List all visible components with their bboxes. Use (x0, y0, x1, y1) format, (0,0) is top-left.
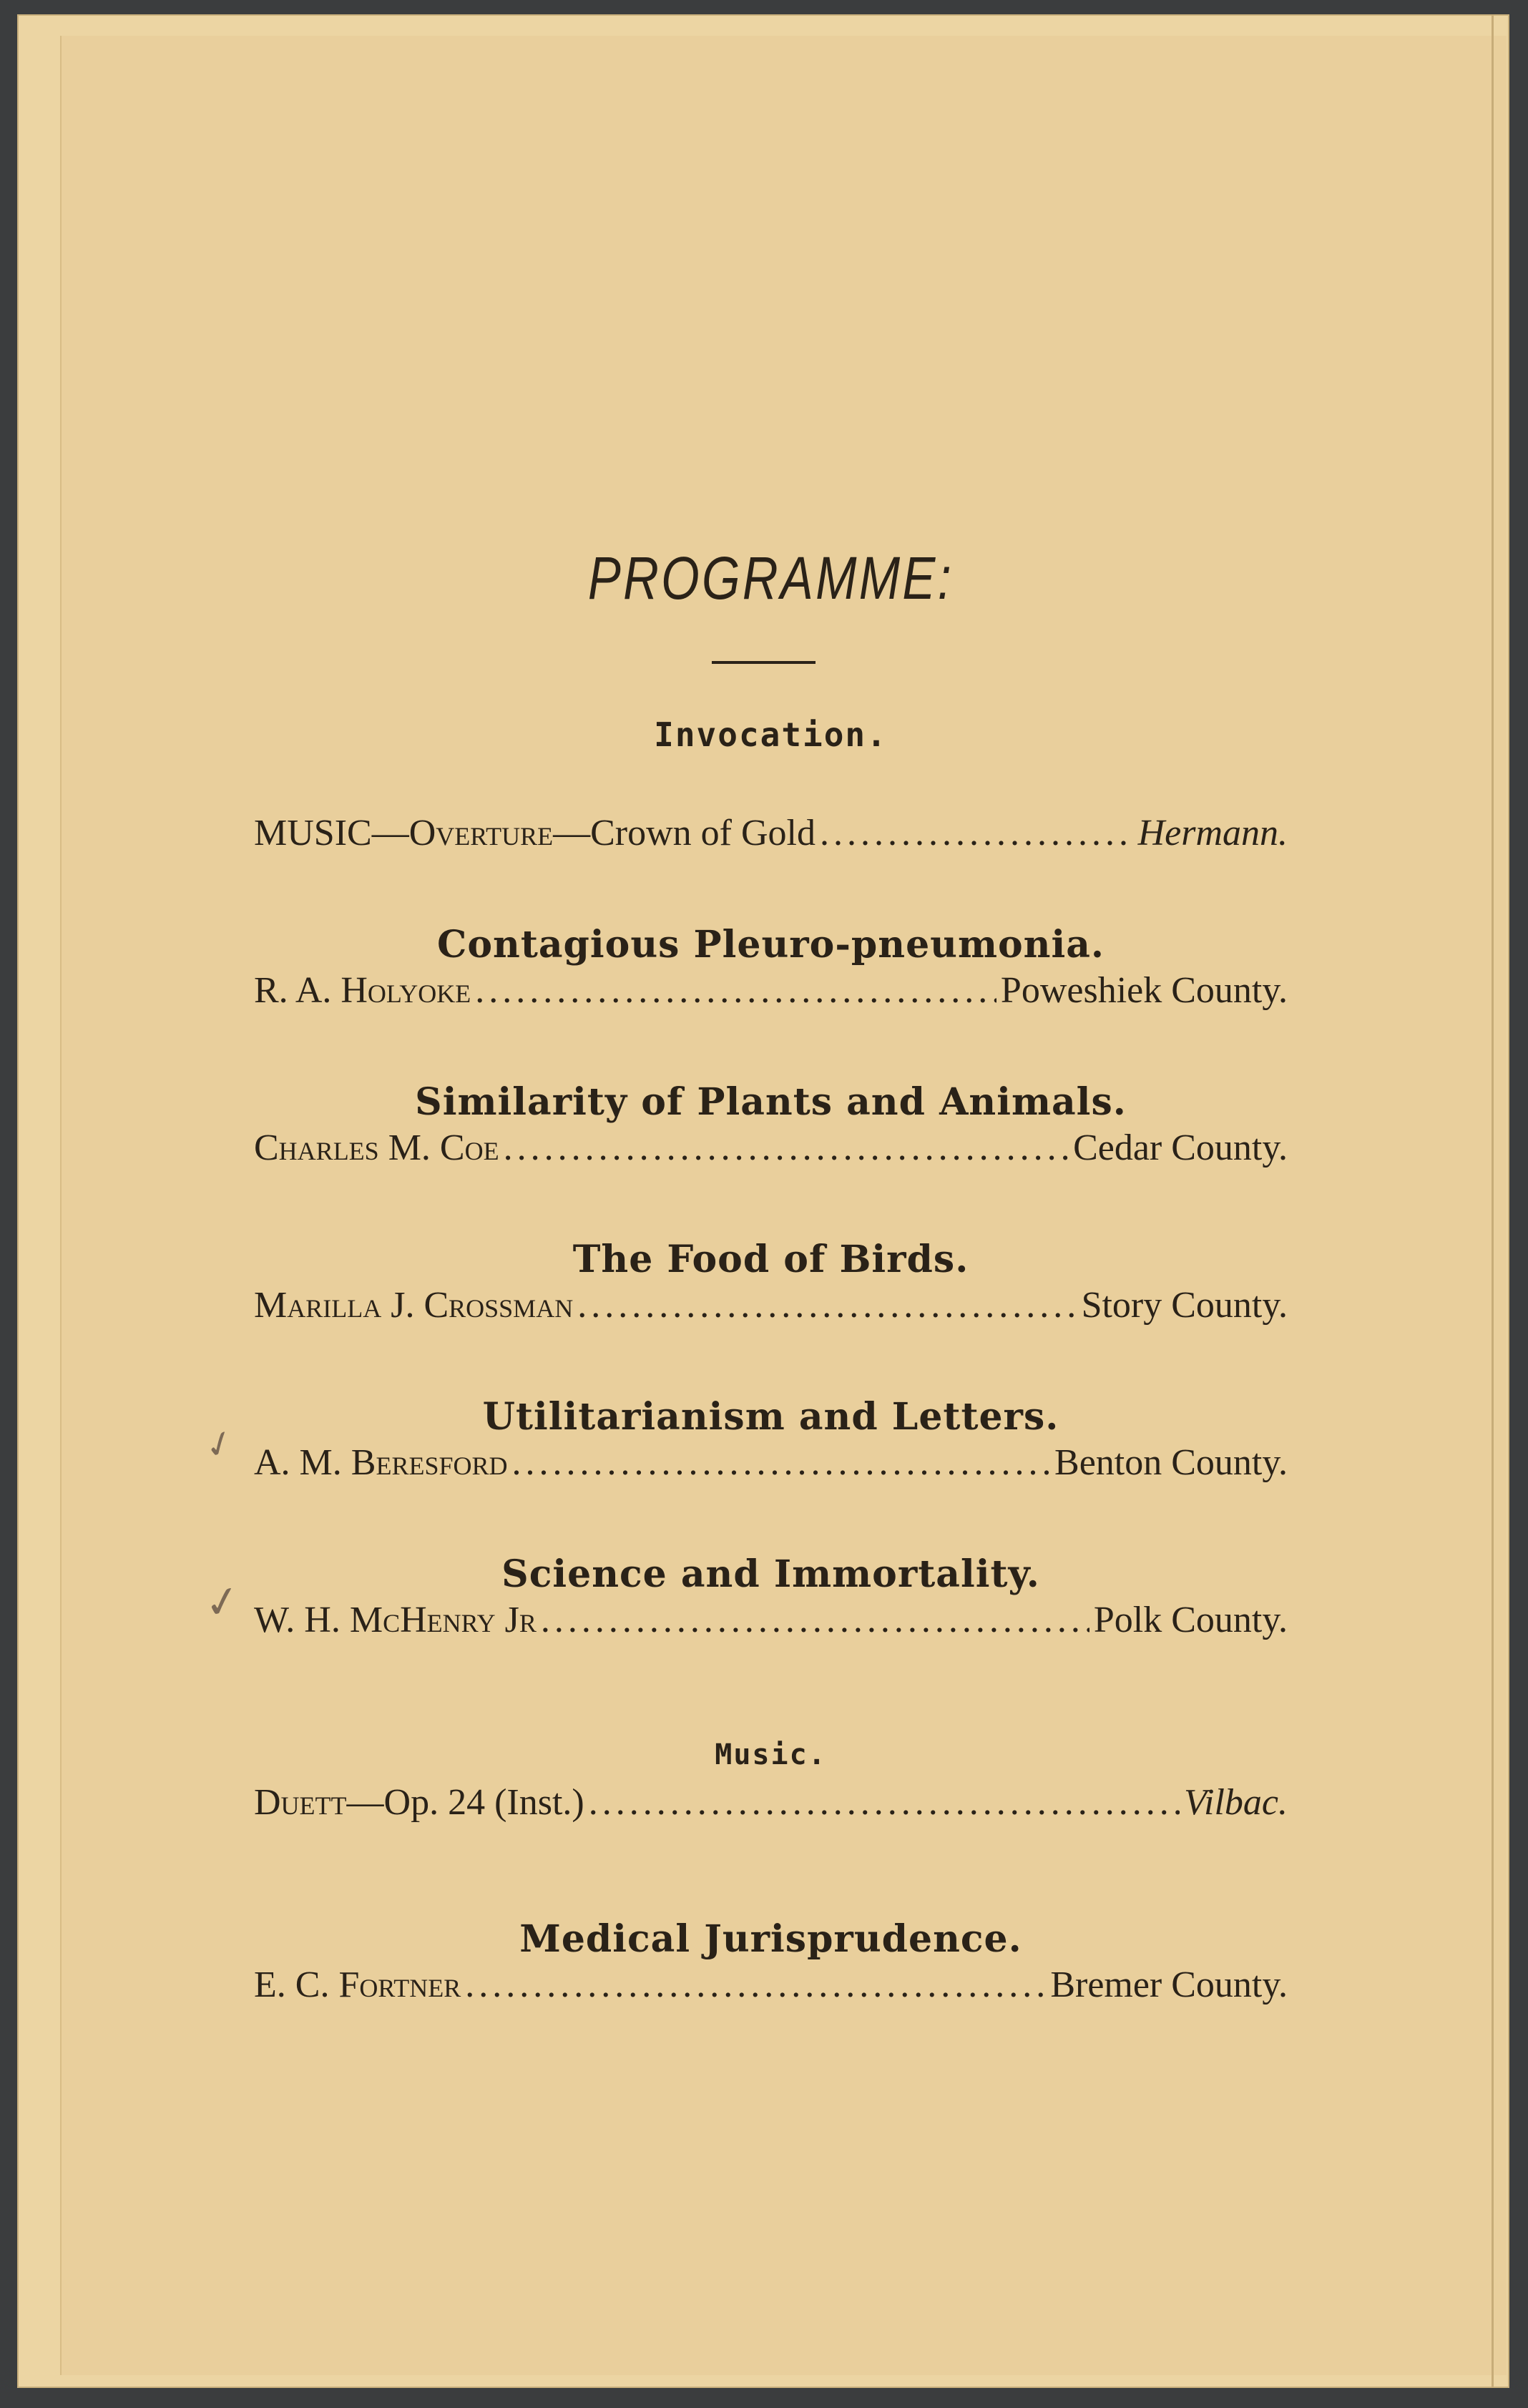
music-heading: Music. (715, 1738, 827, 1771)
paper-county: Poweshiek County. (1000, 970, 1288, 1011)
overture-piece: Crown of Gold (590, 813, 816, 853)
programme-page (17, 14, 1509, 2388)
invocation-heading: Invocation. (654, 715, 888, 754)
paper-author: Charles M. Coe (254, 1127, 499, 1168)
paper-author: R. A. Holyoke (254, 970, 471, 1011)
duett-line (254, 1781, 1288, 1824)
leader-dots (475, 969, 996, 1012)
paper-topic: Science and Immortality. (501, 1552, 1040, 1596)
paper-author: E. C. Fortner (254, 1964, 461, 2005)
paper-line (254, 1442, 1288, 1484)
duett-entry (254, 1781, 584, 1824)
overture-entry (254, 812, 816, 854)
leader-dots (820, 812, 1134, 854)
paper-topic: The Food of Birds. (572, 1238, 969, 1281)
paper-line (254, 1127, 1288, 1169)
duett-detail: —Op. 24 (Inst.) (346, 1782, 584, 1823)
paper-topic: Similarity of Plants and Animals. (415, 1080, 1127, 1124)
leader-dots (512, 1442, 1051, 1484)
paper-line (254, 1599, 1288, 1641)
paper-author: W. H. McHenry Jr (254, 1600, 537, 1640)
paper-line (254, 969, 1288, 1012)
paper-line (254, 1964, 1288, 2006)
paper-line (254, 1284, 1288, 1326)
music-label: MUSIC— (254, 813, 409, 853)
paper-topic: Contagious Pleuro-pneumonia. (436, 923, 1105, 966)
paper-topic: Utilitarianism and Letters. (482, 1395, 1059, 1439)
paper-topic: Medical Jurisprudence. (519, 1917, 1022, 1961)
leader-dots (465, 1964, 1046, 2006)
duett-label: Duett (254, 1782, 347, 1823)
pencil-check-mark: ✓ (200, 1576, 245, 1629)
leader-dots (577, 1284, 1077, 1326)
paper-county: Bremer County. (1050, 1964, 1288, 2005)
paper-county: Polk County. (1093, 1600, 1288, 1640)
page-fold (1492, 14, 1494, 2388)
duett-composer: Vilbac. (1184, 1782, 1288, 1823)
overture-line (254, 812, 1288, 854)
paper-county: Cedar County. (1073, 1127, 1288, 1168)
leader-dots (589, 1781, 1180, 1824)
overture-composer: Hermann. (1137, 813, 1288, 853)
paper-county: Story County. (1081, 1285, 1288, 1326)
overture-sep: — (553, 813, 591, 853)
paper-county: Benton County. (1054, 1442, 1288, 1483)
paper-author: Marilla J. Crossman (254, 1285, 574, 1326)
pencil-check-mark: ✓ (198, 1420, 241, 1469)
paper-author: A. M. Beresford (254, 1442, 508, 1483)
page-panel (60, 36, 1507, 2375)
title-rule (712, 661, 816, 664)
leader-dots (541, 1599, 1089, 1641)
leader-dots (504, 1127, 1069, 1169)
overture-kind: Overture (408, 813, 554, 853)
page-title: PROGRAMME: (587, 544, 954, 612)
